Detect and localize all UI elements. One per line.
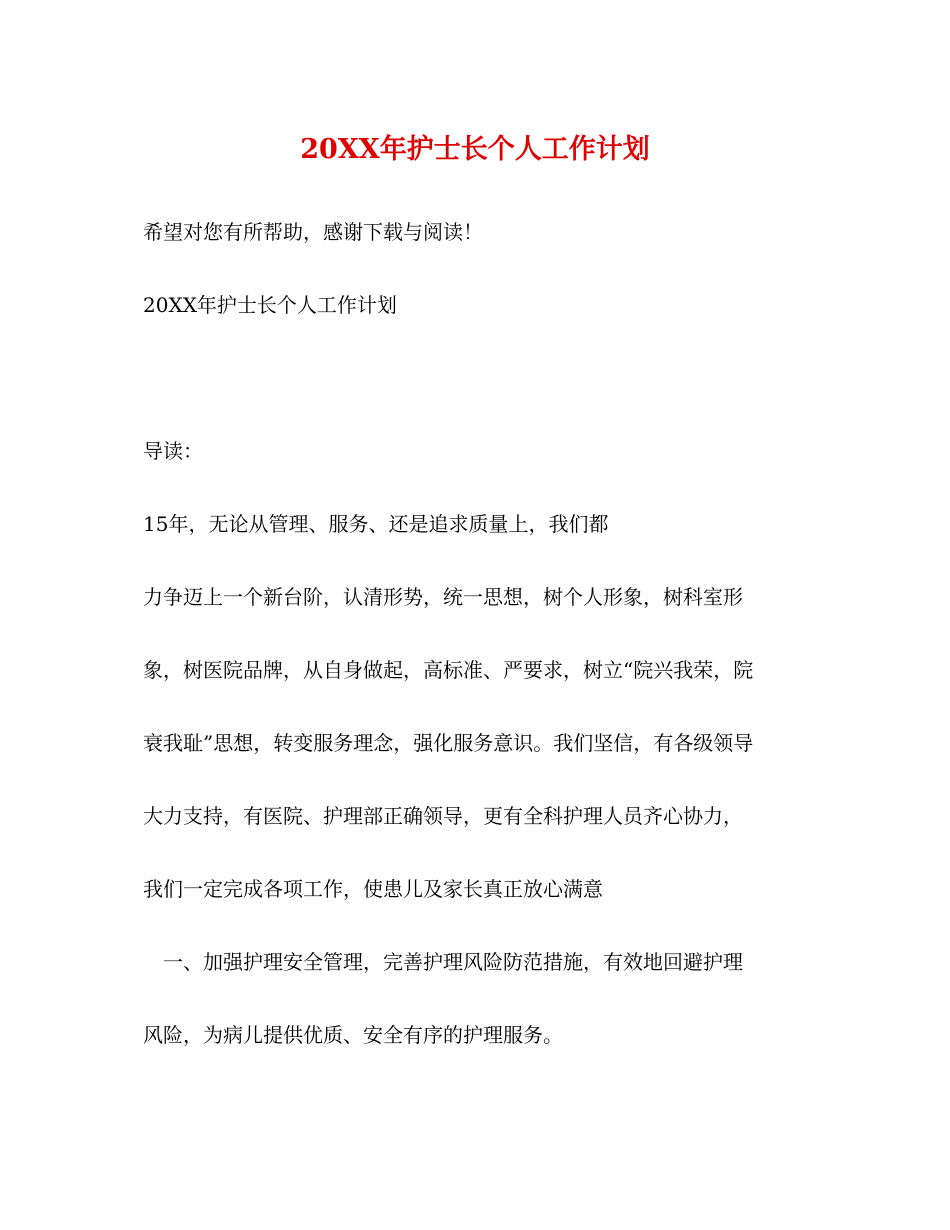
subtitle-line: 20XX年护士长个人工作计划 bbox=[143, 293, 397, 317]
paragraph-line: 大力支持，有医院、护理部正确领导，更有全科护理人员齐心协力， bbox=[143, 804, 743, 828]
section-one-line: 一、加强护理安全管理，完善护理风险防范措施，有效地回避护理 bbox=[163, 950, 743, 974]
greeting-line: 希望对您有所帮助，感谢下载与阅读！ bbox=[143, 220, 483, 244]
section-one-line: 风险，为病儿提供优质、安全有序的护理服务。 bbox=[143, 1023, 563, 1047]
paragraph-line: 衰我耻”思想，转变服务理念，强化服务意识。我们坚信，有各级领导 bbox=[143, 731, 754, 755]
intro-label: 导读： bbox=[143, 439, 203, 463]
paragraph-line: 象，树医院品牌，从自身做起，高标准、严要求，树立“院兴我荣，院 bbox=[143, 658, 754, 682]
paragraph-line: 力争迈上一个新台阶，认清形势，统一思想，树个人形象，树科室形 bbox=[143, 585, 743, 609]
paragraph-line: 我们一定完成各项工作，使患儿及家长真正放心满意 bbox=[143, 877, 603, 901]
document-title: 20XX年护士长个人工作计划 bbox=[300, 134, 650, 165]
paragraph-line: 15年，无论从管理、服务、还是追求质量上，我们都 bbox=[143, 512, 609, 536]
